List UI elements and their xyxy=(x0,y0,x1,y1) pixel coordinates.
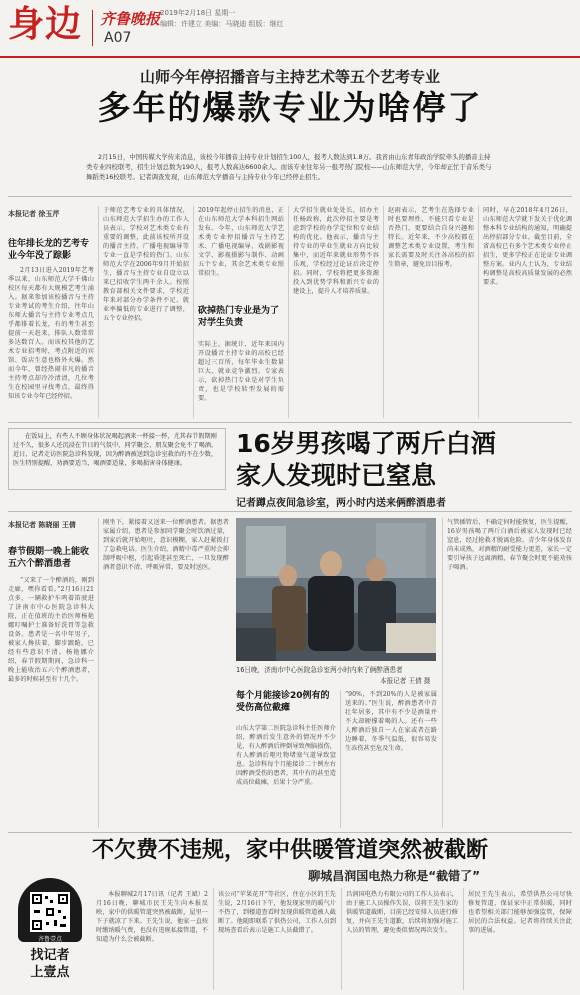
col-divider xyxy=(383,206,384,418)
col-divider xyxy=(193,206,194,418)
col-divider xyxy=(442,518,443,828)
story-separator xyxy=(8,832,572,833)
story1-column-2: 于师范艺考专业的具体情况，山东师范大学招生办的工作人员表示，学校对艺术类专业有重要的调整，此前该校所开设的播音主持、广播电视编导等专业一直是学校的热门。山东师范大学在2006年9月开始招生，播音与主持专业自设立以来已招收学生两千余人。按照教育部相关文件要求，学校近年来对部分办学条件不足、就业率偏低的专业进行了调整，五个专业停招。 xyxy=(103,207,189,322)
story2-header-rule xyxy=(8,511,572,512)
story1-subheading-2: 砍掉热门专业是为了对学生负责 xyxy=(198,306,280,328)
col-divider xyxy=(213,888,214,990)
qr-label-line-2: 上壹点 xyxy=(30,965,70,980)
story2-subheading-2: 每个月能接诊20例有的受伤高位截瘫 xyxy=(236,691,330,713)
story1-column-3b: 实际上，据统计，近年来国内开设播音主持专业的高校已经超过三百所，每年毕业生数量巨大，就业竞争激烈。专家表示，砍掉热门专业是对学生负责，也是学校转型发展的需要。 xyxy=(198,341,284,402)
story1-lead: 2月15日，中国传媒大学传来消息，该校今年播音主持专业计划招生100人，报考人数达到1.8万。我省由山东青年政治学院牵头的播音主持类专业四校联考，招生计划总数为190人，报考人数高达6600余人。而该专业往年另一报考热门院校——山东师范大学，今年却正忙于音乐类与舞蹈类16校联考。记者调查发现，山东师范大学播音与主持专业今年已经停止招生。 xyxy=(86,153,492,181)
qr-brand: 齐鲁壹点 xyxy=(37,936,62,943)
qr-code[interactable] xyxy=(30,892,70,932)
photo-credit: 本报记者 王倩 摄 xyxy=(380,677,431,685)
story3-headline: 不欠费不违规，家中供暖管道突然被截断 xyxy=(91,838,488,863)
story2-subheading-1: 春节假期一晚上能收五六个醉酒患者 xyxy=(8,547,90,569)
hospital-photo-illustration xyxy=(236,518,436,661)
masthead xyxy=(0,0,580,60)
story1-subheading-1: 往年排长龙的艺考专业今年没了踪影 xyxy=(8,239,90,261)
story2-column-5: 气管插管后，不确定何时能恢复，医生提醒，16岁男孩喝了两斤白酒后被家人发现时已经窒息，经过抢救才脱离危险。青少年身体发育尚未成熟，对酒精的耐受能力更差，家长一定要引导孩子远离酒精，春节聚会时更不能劝孩子喝酒。 xyxy=(447,519,572,571)
story2-headline-line-2: 家人发现时已窒息 xyxy=(236,461,437,490)
qr-code-icon xyxy=(30,892,70,932)
col-divider xyxy=(288,206,289,418)
story1-lead-rule xyxy=(8,196,572,197)
story3-column-4: 居民王先生表示，希望供热公司尽快修复管道，保证家中正常供暖，同时也希望相关部门能够加强监管，保障居民的合法权益。记者将持续关注此事的进展。 xyxy=(468,891,572,934)
story3-subhead: 聊城昌润国电热力称是“截错了” xyxy=(308,869,480,883)
story3-column-2: 该公司“苹果花开”等社区，住在小区的王先生说，2月16日下午，他发现家里的暖气片不热了，到楼道查看时发现供暖管道被人截断了。他随即联系了供热公司，工作人员到现场查看后表示是施工人员截错了。 xyxy=(218,891,336,934)
story3-column-3: 昌润国电热力有限公司的工作人员表示，由于施工人员操作失误，误将王先生家的供暖管道截断，目前已经安排人员进行修复，并向王先生道歉，后续将加强对施工人员的管理，避免类似情况再次发生。 xyxy=(346,891,458,934)
masthead-rule xyxy=(0,56,580,58)
notice-box xyxy=(8,428,226,490)
masthead-divider xyxy=(92,10,93,46)
story2-column-2: 刚坐下，紧接着又送来一位醉酒患者。据患者家属介绍，患者是参加同学聚会时饮酒过量，到家后就开始呕吐，意识模糊，家人赶紧拨打了急救电话。医生介绍，酒精中毒严重时会抑制呼吸中枢，引起昏迷甚至死亡，一旦发现醉酒者意识不清、呼吸异常，要及时送医。 xyxy=(103,519,229,571)
story1-column-4: 大学招生就业处处长，招办主任杨政称，此次停招主要是考虑到学校的办学定位和专业结构的优化。他表示，播音与主持专业的毕业生就业方向比较集中，而近年来就业形势不容乐观，学校经过论证后决定停招。同时，学校将把更多资源投入到优势学科和新兴专业的建设上，提升人才培养质量。 xyxy=(293,207,379,295)
qr-badge[interactable] xyxy=(12,876,90,988)
story2-subhead: 记者蹲点夜间急诊室，两小时内送来俩醉酒患者 xyxy=(236,498,446,509)
col-divider xyxy=(98,206,99,418)
story3-column-1: 本报聊城2月17日讯（记者 王斌）2月16日晚，聊城市民王先生向本报反映，家中的供暖管道突然被截断，屋里一下子就凉了下来。王先生说，他家一直按时缴纳暖气费，也没有违规私接管道，不知道为什么会被截断。 xyxy=(96,891,208,943)
paper-name: 齐鲁晚报 xyxy=(100,10,161,28)
story2-headline-line-1: 16岁男孩喝了两斤白酒 xyxy=(236,429,496,458)
qr-label-line-1: 找记者 xyxy=(30,948,70,963)
story1-column-1: 2月13日进入2019年艺考季以来，山东师范大学千佛山校区每天都有大规模艺考生涌入。据来参加该校播音与主持专业考试的考生介绍，往年山东师大播音与主持专业考点几乎都排着长龙，有的考生甚至提前一天赶来，排队人数常常多达数百人。而该校其他的艺术专业招考时，考点附近的宾馆、饭店生意也格外火爆。然而今年，曾经热闹非凡的播音主持考点却冷冷清清，几位考生在校园里寻找考点，最终得知该专业今年已经停招。 xyxy=(8,267,94,400)
date-line: 2019年2月18日 星期一 xyxy=(160,9,236,17)
col-divider xyxy=(341,888,342,990)
photo-caption: 16日晚，济南市中心医院急诊室两小时内来了俩醉酒患者 xyxy=(236,666,403,674)
col-divider xyxy=(463,888,464,990)
story2-column-1: “又来了一个醉酒的，刚到走廊，嘿你看看。”2月16日21点多，一辆救护车鸣着笛驶进了济南市中心医院急诊科大院，正在值班的主治医师杨艳娜叮嘱护士准备好洗胃等急救设备。患者是一名中年男子，被家人搀扶着，脚步踉跄，已经有些意识不清。杨艳娜介绍，春节假期期间，急诊科一晚上能收治五六个醉酒患者，最多的时候甚至有十几个。 xyxy=(8,577,94,683)
hospital-photo xyxy=(236,518,436,661)
story1-column-6: 同时，早在2018年4月26日，山东师范大学就下发关于优化调整本科专业结构的通知，明确提出停招部分专业。截至目前，全省高校已有多个艺术类专业停止招生，更多学校正在论证专业调整方案。业内人士认为，专业结构调整是高校高质量发展的必然要求。 xyxy=(483,207,572,286)
col-divider xyxy=(478,206,479,418)
editor-line: 编辑：许建立 美编：马晓迪 组版：继红 xyxy=(160,20,284,28)
story1-column-5: 赵雨表示，艺考生在选择专业时也要理性，不能只看专业是否热门，更要结合自身兴趣和特长。近年来，不少高校都在调整艺术类专业设置，考生和家长需要及时关注各高校的招生简章，避免盲目报考。 xyxy=(388,207,474,268)
story-separator xyxy=(8,422,572,423)
section-name: 身边 xyxy=(8,4,83,45)
story1-column-3: 2019年起停止招生的消息，正在山东师范大学本科招生网站发布。今年，山东师范大学艺术类专业停招播音与主持艺术、广播电视编导、戏剧影视文学、影视摄影与制作、动画五个专业，其余艺术类专业照常招生。 xyxy=(198,207,284,277)
story1-kicker: 山师今年停招播音与主持艺术等五个艺考专业 xyxy=(139,68,440,86)
story2-column-3: 山东大学第二医院急诊科主任医师介绍，醉酒后发生意外的情况并不少见，有人醉酒后摔倒导致颅脑损伤，有人醉酒后呕吐物堵塞气道导致窒息。急诊科每个月能接诊二十例左右因醉酒受伤的患者，其中有的甚至造成高位截瘫，后果十分严重。 xyxy=(236,725,336,786)
col-divider xyxy=(98,518,99,828)
story1-byline: 本报记者 徐玉芹 xyxy=(8,210,60,218)
page-number: A07 xyxy=(104,30,132,46)
col-divider xyxy=(340,690,341,828)
story1-headline: 多年的爆款专业为啥停了 xyxy=(97,88,483,127)
story2-column-4: “90%，不到20%的人是被家属送来的。”医生说，醉酒患者中青壮年居多，其中有不少是酒量并不大却硬撑着喝的人。还有一些人醉酒后独自一人在家或者在路边睡着，冬季气温低，很容易发生冻伤甚至危及生命。 xyxy=(345,691,437,752)
story2-byline: 本报记者 陈晓丽 王倩 xyxy=(8,521,76,529)
notice-text: 在饭局上，有些人不顾身体状况喝起酒来一杯接一杯，尤其春节假期刚过不久，很多人还沉浸在节日的气氛中，同学聚会、朋友聚会免不了喝酒。近日，记者走访医院急诊科发现，因为醉酒被送到急诊室救治的不在少数，医生特别提醒，劝酒要适当，喝酒要适量，多喝损害身体健康。 xyxy=(13,433,218,467)
